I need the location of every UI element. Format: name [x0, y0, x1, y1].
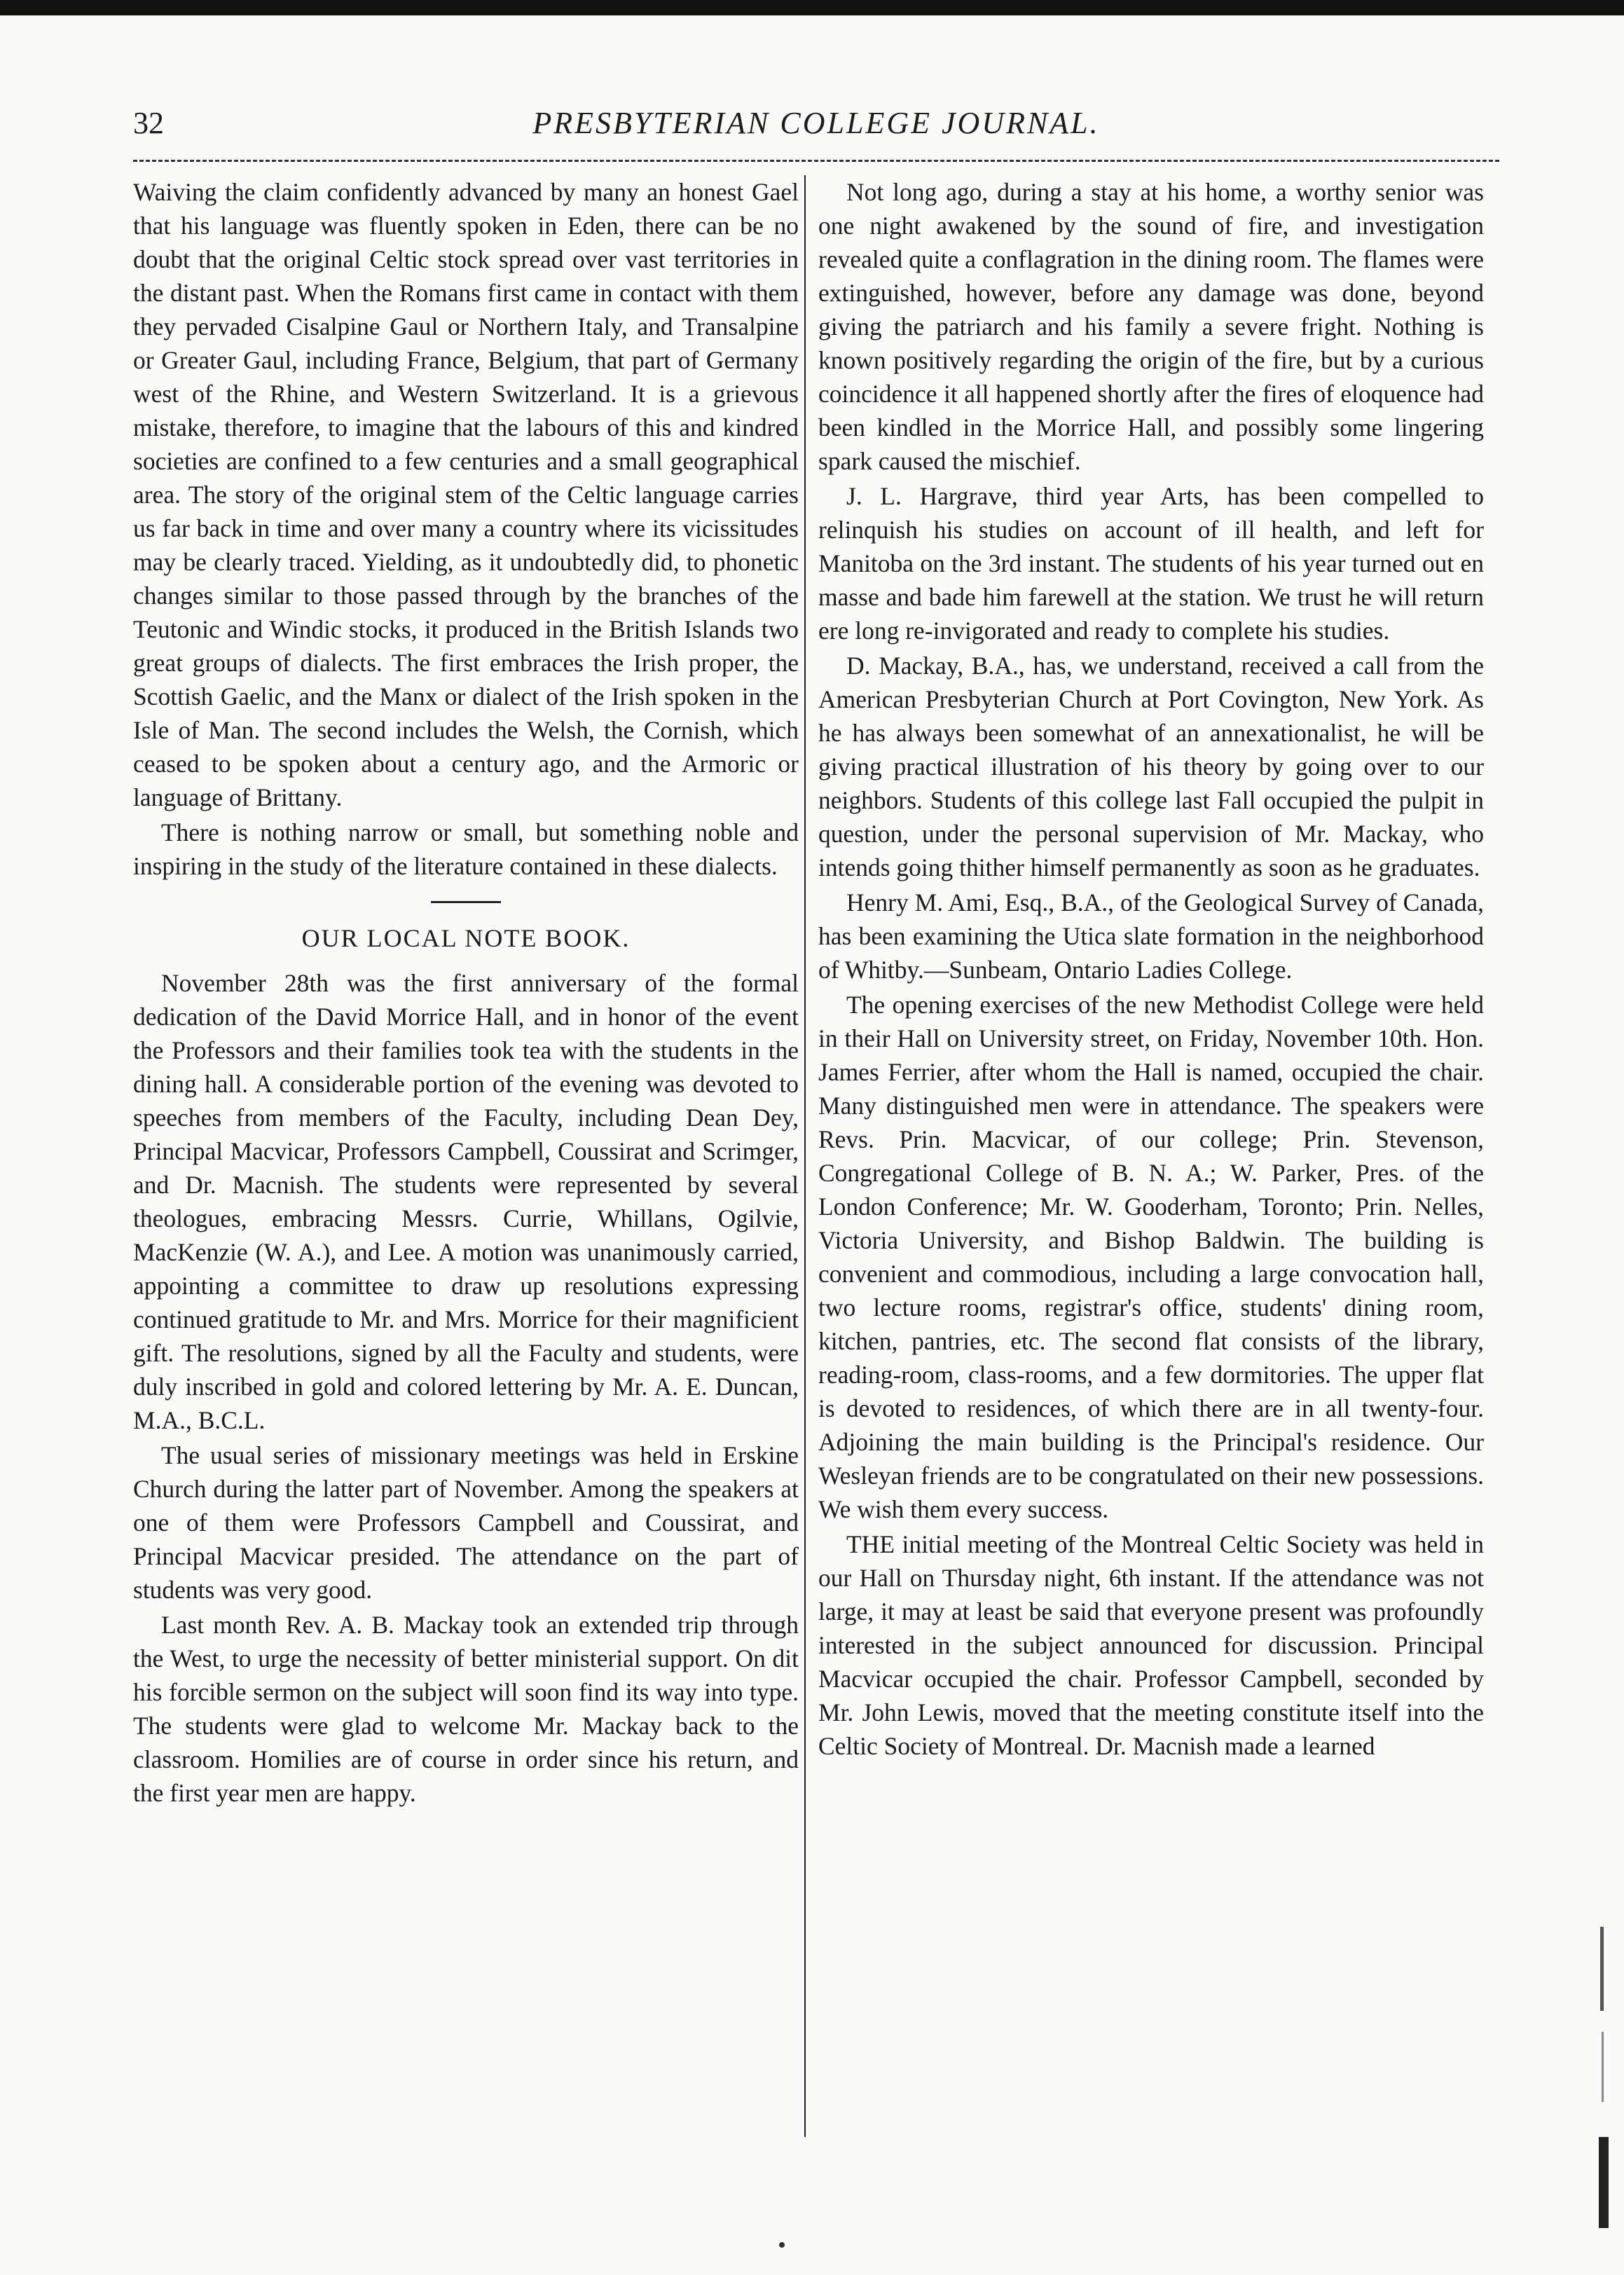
paragraph: D. Mackay, B.A., has, we understand, received a call from the American Presbyterian Church at Port Covington, New York. As he has always been somewhat of an annexationalist, he will be giving practical illustration of his theory by going over to our neighbors. Students of this college last Fall occupied the pulpit in question, under the personal supervision of Mr. Mackay, who intends going thither himself permanently as soon as he graduates. — [818, 652, 1484, 881]
page-dot — [779, 2242, 785, 2248]
paragraph: The opening exercises of the new Methodist College were held in their Hall on University street, on Friday, November 10th. Hon. James Ferrier, after whom the Hall is named, occupied the chair. Many distinguished men were in attendance. The speakers were Revs. Prin. Macvicar, of our college; Prin. Stevenson, Congregational College of B. N. A.; W. Parker, Pres. of the London Conference; Mr. W. Gooderham, Toronto; Prin. Nelles, Victoria University, and Bishop Baldwin. The building is convenient and commodious, including a large convocation hall, two lecture rooms, registrar's office, students' dining room, kitchen, pantries, etc. The second flat consists of the library, reading-room, class-rooms, and a few dormitories. The upper flat is devoted to residences, of which there are in all twenty-four. Adjoining the main building is the Principal's residence. Our Wesleyan friends are to be congratulated on their new possessions. We wish them every success. — [818, 991, 1484, 1523]
right-column — [818, 175, 1484, 1764]
paragraph: There is nothing narrow or small, but something noble and inspiring in the study of the literature contained in these dialects. — [133, 818, 799, 880]
paragraph: The usual series of missionary meetings was held in Erskine Church during the latter part of November. Among the speakers at one of them were Professors Campbell and Coussirat, and Principal Macvicar presided. The attendance on the part of students was very good. — [133, 1441, 799, 1604]
paragraph: November 28th was the first anniversary of the formal dedication of the David Morrice Hall, and in honor of the event the Professors and their families took tea with the students in the dining hall. A considerable portion of the evening was devoted to speeches from members of the Faculty, including Dean Dey, Principal Macvicar, Professors Campbell, Coussirat and Scrimger, and Dr. Macnish. The students were represented by several theologues, embracing Messrs. Currie, Whillans, Ogilvie, MacKenzie (W. A.), and Lee. A motion was unanimously carried, appointing a committee to draw up resolutions expressing continued gratitude to Mr. and Mrs. Morrice for their magnificient gift. The resolutions, signed by all the Faculty and students, were duly inscribed in gold and colored lettering by Mr. A. E. Duncan, M.A., B.C.L. — [133, 969, 799, 1434]
paragraph: J. L. Hargrave, third year Arts, has been compelled to relinquish his studies on account of ill health, and left for Manitoba on the 3rd instant. The students of his year turned out en masse and bade him farewell at the station. We trust he will return ere long re-invigorated and ready to complete his studies. — [818, 482, 1484, 645]
top-border-rule — [0, 0, 1624, 15]
section-heading: OUR LOCAL NOTE BOOK. — [301, 924, 631, 952]
paragraph: Henry M. Ami, Esq., B.A., of the Geological Survey of Canada, has been examining the Utica slate formation in the neighborhood of Whitby.—Sunbeam, Ontario Ladies College. — [818, 888, 1484, 984]
header-rule — [133, 160, 1499, 162]
paragraph: Waiving the claim confidently advanced by many an honest Gael that his language was fluently spoken in Eden, there can be no doubt that the original Celtic stock spread over vast territories in the distant past. When the Romans first came in contact with them they pervaded Cisalpine Gaul or Northern Italy, and Transalpine or Greater Gaul, including France, Belgium, that part of Germany west of the Rhine, and Western Switzerland. It is a grievous mistake, therefore, to imagine that the labours of this and kindred societies are confined to a few centuries and a small geographical area. The story of the original stem of the Celtic language carries us far back in time and over many a country where its vicissitudes may be clearly traced. Yielding, as it undoubtedly did, to phonetic changes similar to those passed through by the branches of the Teutonic and Windic stocks, it produced in the British Islands two great groups of dialects. The first embraces the Irish proper, the Scottish Gaelic, and the Manx or dialect of the Irish spoken in the Isle of Man. The second includes the Welsh, the Cornish, which ceased to be spoken about a century ago, and the Armoric or language of Brittany. — [133, 178, 799, 811]
section-divider — [431, 901, 501, 903]
left-column — [133, 175, 799, 1811]
paragraph: Not long ago, during a stay at his home, a worthy senior was one night awakened by the sound of fire, and investigation revealed quite a conflagration in the dining room. The flames were extinguished, however, before any damage was done, beyond giving the patriarch and his family a severe fright. Nothing is known positively regarding the origin of the fire, but by a curious coincidence it all happened shortly after the fires of eloquence had been kindled in the Morrice Hall, and possibly some lingering spark caused the mischief. — [818, 178, 1484, 475]
scan-edge-marks — [1585, 1927, 1613, 2228]
page-header — [133, 105, 1499, 147]
running-title: PRESBYTERIAN COLLEGE JOURNAL. — [532, 106, 1100, 140]
paragraph: Last month Rev. A. B. Mackay took an extended trip through the West, to urge the necessity of better ministerial support. On dit his forcible sermon on the subject will soon find its way into type. The students were glad to welcome Mr. Mackay back to the classroom. Homilies are of course in order since his return, and the first year men are happy. — [133, 1611, 799, 1807]
paragraph: THE initial meeting of the Montreal Celtic Society was held in our Hall on Thursday night, 6th instant. If the attendance was not large, it may at least be said that everyone present was profoundly interested in the subject announced for discussion. Principal Macvicar occupied the chair. Professor Campbell, seconded by Mr. John Lewis, moved that the meeting constitute itself into the Celtic Society of Montreal. Dr. Macnish made a learned — [818, 1530, 1484, 1760]
page-number: 32 — [133, 106, 164, 140]
column-divider — [804, 175, 806, 2137]
